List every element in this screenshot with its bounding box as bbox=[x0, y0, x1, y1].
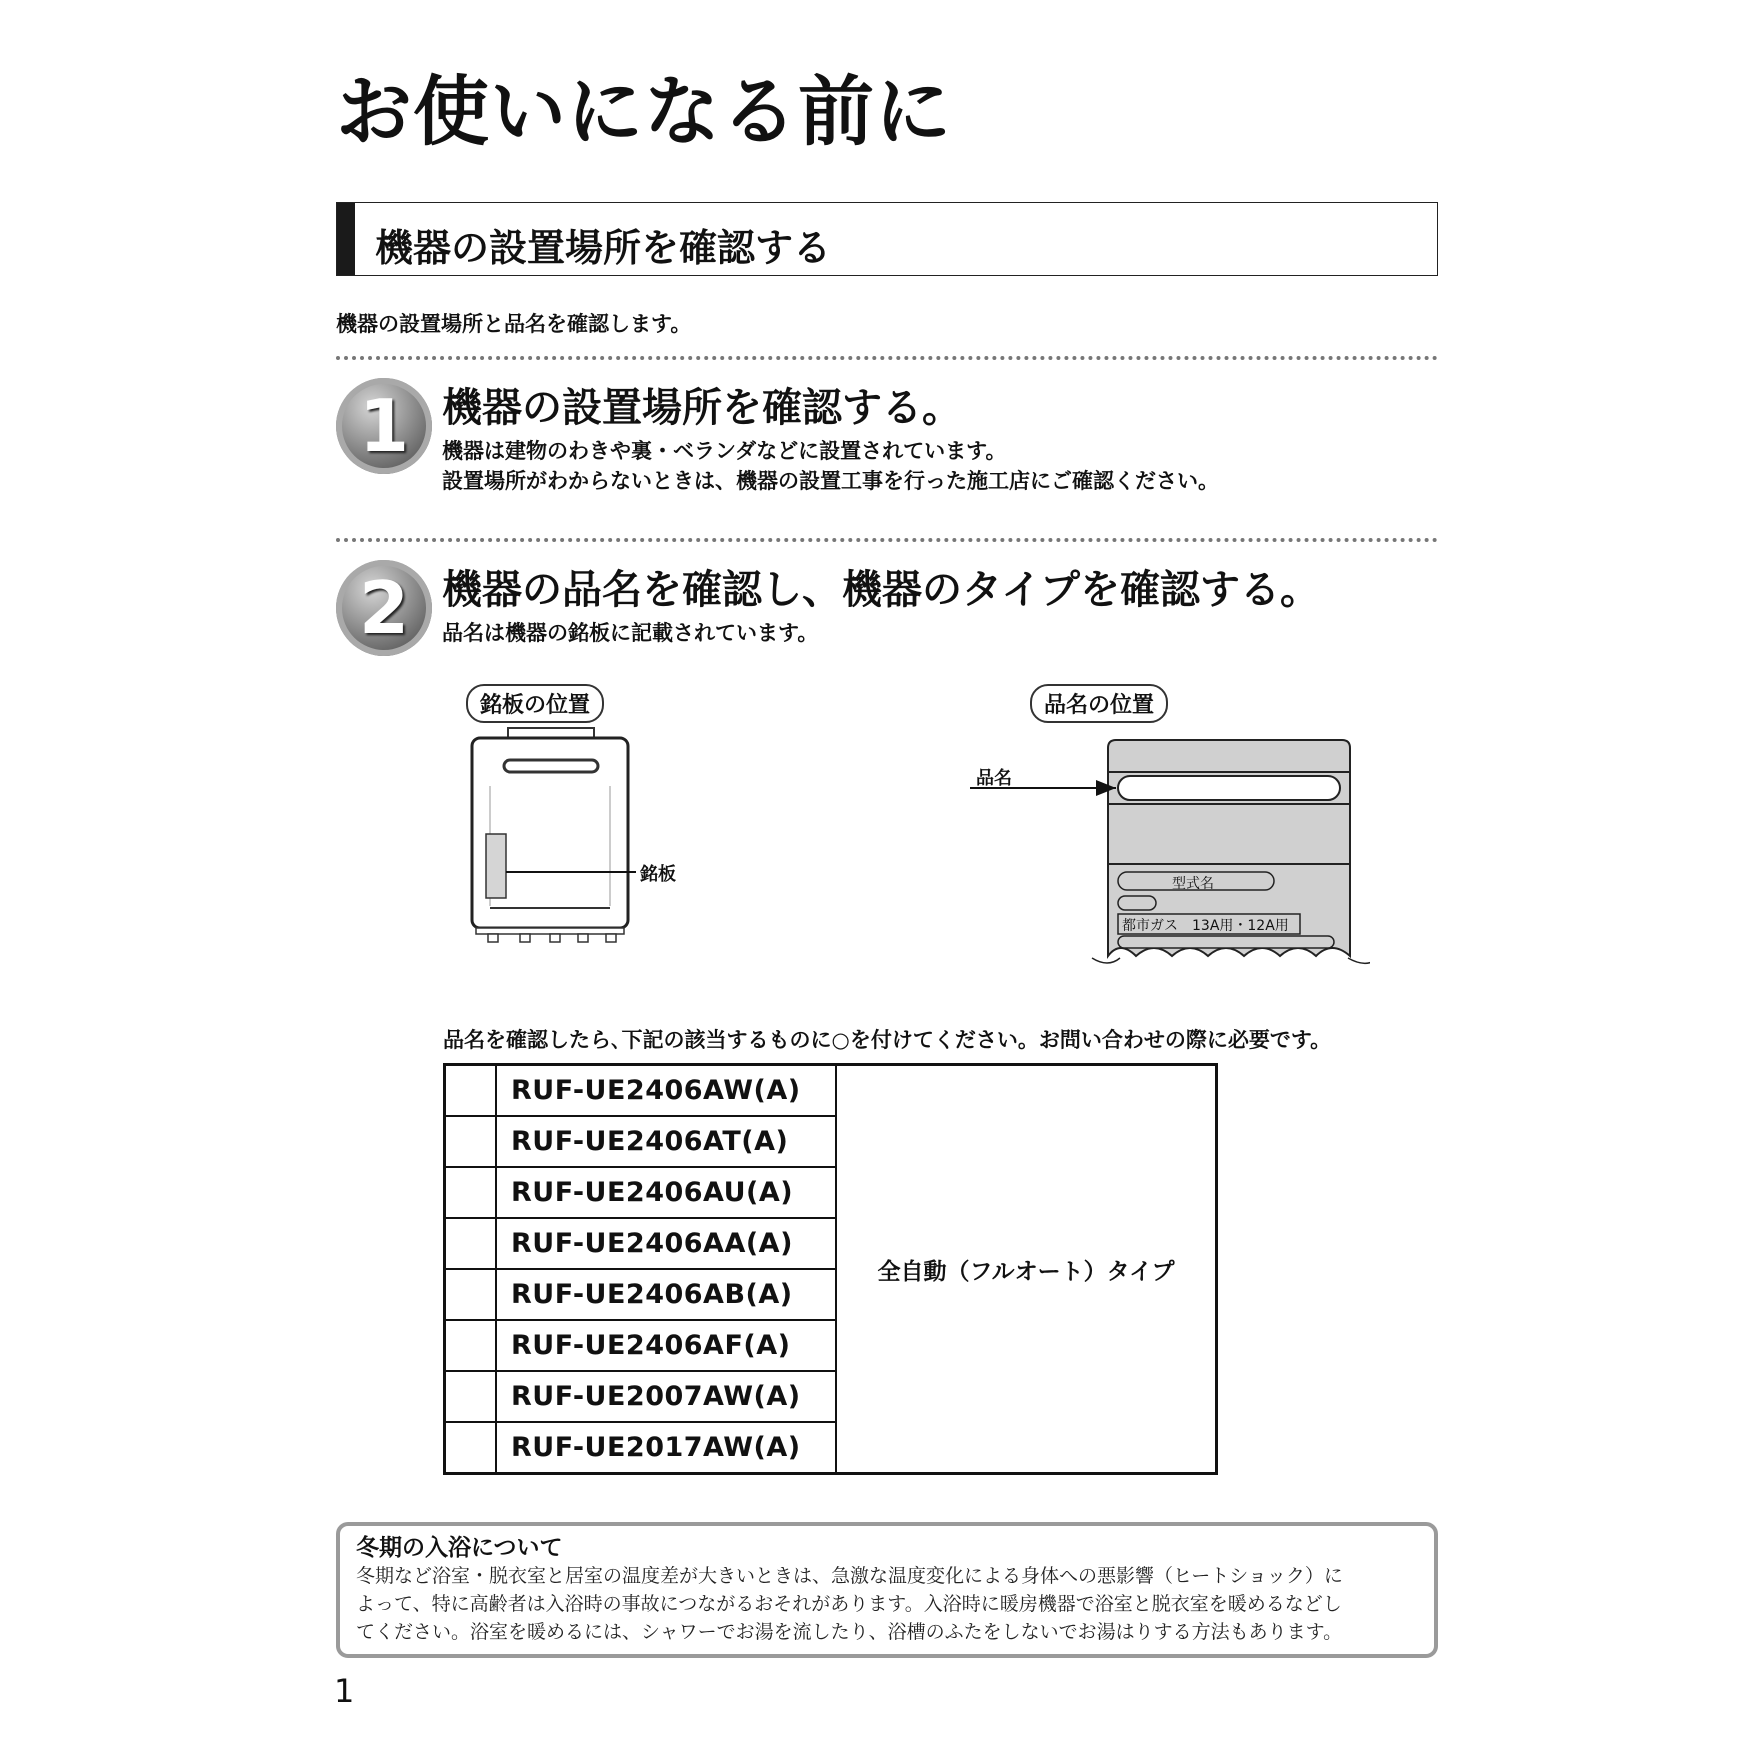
nameplate-location-heading: 銘板の位置 bbox=[466, 684, 604, 723]
step-2-badge bbox=[336, 560, 432, 656]
dotted-divider bbox=[336, 538, 1438, 542]
model-name-cell: RUF-UE2406AW(A) bbox=[496, 1065, 836, 1117]
dotted-divider bbox=[336, 356, 1438, 360]
section-header-bar bbox=[337, 203, 355, 275]
check-cell[interactable] bbox=[445, 1218, 497, 1269]
gas-type-label: 都市ガス 13A用・12A用 bbox=[1122, 918, 1289, 934]
page-title: お使いになる前に bbox=[336, 67, 952, 156]
check-cell[interactable] bbox=[445, 1422, 497, 1474]
notice-line-2: よって、特に高齢者は入浴時の事故につながるおそれがあります。入浴時に暖房機器で浴室と脱衣室を暖めるなどし bbox=[356, 1593, 1342, 1615]
notice-line-1: 冬期など浴室・脱衣室と居室の温度差が大きいときは、急激な温度変化による身体への悪影響（ヒートショック）に bbox=[356, 1565, 1343, 1587]
step-1-title: 機器の設置場所を確認する。 bbox=[442, 385, 962, 431]
notice-line-3: てください。浴室を暖めるには、シャワーでお湯を流したり、浴槽のふたをしないでお湯はりする方法もあります。 bbox=[356, 1621, 1343, 1643]
step-1-body bbox=[442, 436, 1219, 496]
step-2-title: 機器の品名を確認し、機器のタイプを確認する。 bbox=[442, 567, 1320, 613]
page-number: 1 bbox=[334, 1672, 355, 1710]
check-cell[interactable] bbox=[445, 1116, 497, 1167]
product-name-callout: 品名 bbox=[976, 768, 1012, 789]
model-name-cell: RUF-UE2007AW(A) bbox=[496, 1371, 836, 1422]
check-cell[interactable] bbox=[445, 1371, 497, 1422]
model-name-cell: RUF-UE2406AU(A) bbox=[496, 1167, 836, 1218]
step-2-number: 2 bbox=[358, 566, 410, 650]
model-name-cell: RUF-UE2406AA(A) bbox=[496, 1218, 836, 1269]
intro-text: 機器の設置場所と品名を確認します。 bbox=[336, 312, 692, 336]
check-cell[interactable] bbox=[445, 1167, 497, 1218]
model-name-cell: RUF-UE2017AW(A) bbox=[496, 1422, 836, 1474]
table-row bbox=[445, 1065, 1217, 1117]
model-name-cell: RUF-UE2406AF(A) bbox=[496, 1320, 836, 1371]
model-name-cell: RUF-UE2406AB(A) bbox=[496, 1269, 836, 1320]
product-name-location-heading: 品名の位置 bbox=[1030, 684, 1168, 723]
check-cell[interactable] bbox=[445, 1065, 497, 1117]
section-header bbox=[336, 202, 1438, 276]
step-1-body-line2: 設置場所がわからないときは、機器の設置工事を行った施工店にご確認ください。 bbox=[442, 469, 1219, 493]
model-name-label: 型式名 bbox=[1172, 876, 1214, 892]
water-heater-illustration bbox=[460, 726, 720, 946]
winter-bathing-notice bbox=[336, 1522, 1438, 1658]
nameplate-illustration bbox=[970, 736, 1370, 972]
section-title: 機器の設置場所を確認する bbox=[375, 226, 832, 270]
check-instruction: 品名を確認したら､下記の該当するものに○を付けてください。お問い合わせの際に必要です。 bbox=[443, 1028, 1332, 1052]
step-2-body: 品名は機器の銘板に記載されています。 bbox=[442, 621, 819, 645]
nameplate-callout: 銘板 bbox=[640, 864, 676, 885]
step-1-badge bbox=[336, 378, 432, 474]
model-table bbox=[443, 1063, 1218, 1475]
type-cell: 全自動（フルオート）タイプ bbox=[836, 1065, 1217, 1474]
model-name-cell: RUF-UE2406AT(A) bbox=[496, 1116, 836, 1167]
step-1-body-line1: 機器は建物のわきや裏・ベランダなどに設置されています。 bbox=[442, 439, 1007, 463]
step-1-number: 1 bbox=[358, 384, 410, 468]
check-cell[interactable] bbox=[445, 1320, 497, 1371]
check-cell[interactable] bbox=[445, 1269, 497, 1320]
notice-title: 冬期の入浴について bbox=[356, 1535, 563, 1561]
